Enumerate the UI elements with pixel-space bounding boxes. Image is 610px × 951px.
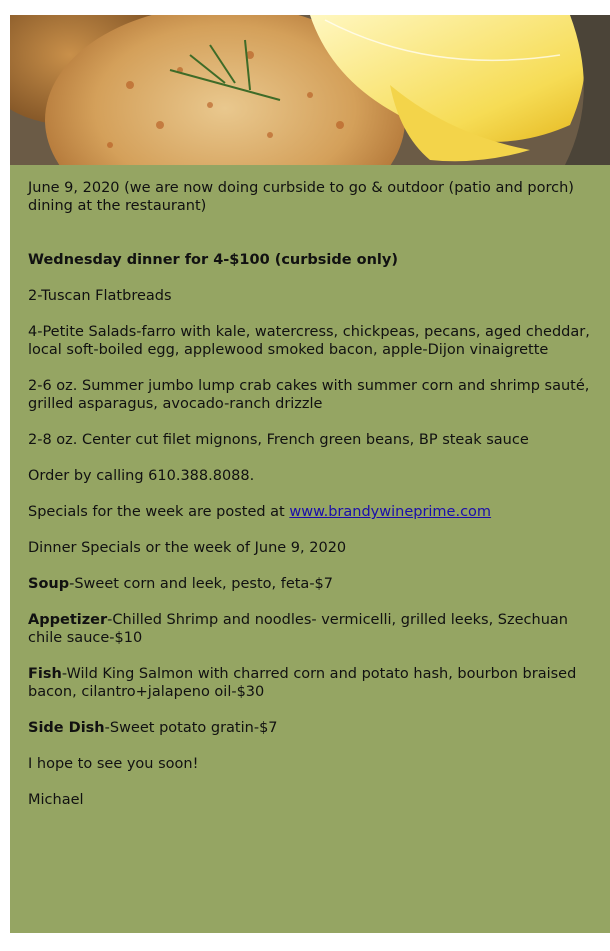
wednesday-item: 4-Petite Salads-farro with kale, watercress, chickpeas, pecans, aged cheddar, local soft-boiled egg, applewood smoked bacon, apple-Dijon vinaigrette: [28, 324, 590, 358]
special-label: Fish: [28, 666, 62, 682]
order-info: Order by calling 610.388.8088.: [28, 468, 255, 484]
special-soup: [28, 575, 592, 593]
special-label: Appetizer: [28, 612, 108, 628]
special-text: -Sweet corn and leek, pesto, feta-$7: [69, 576, 333, 592]
special-appetizer: [28, 611, 592, 647]
dinner-specials-heading: Dinner Specials or the week of June 9, 2020: [28, 540, 347, 556]
email-body: [10, 165, 610, 809]
closing-text: I hope to see you soon!: [28, 756, 199, 772]
special-side-dish: [28, 719, 592, 737]
special-fish: [28, 665, 592, 701]
email-panel: [10, 15, 610, 933]
signature: Michael: [28, 792, 84, 808]
wednesday-item: 2-6 oz. Summer jumbo lump crab cakes with summer corn and shrimp sauté, grilled asparagus, avocado-ranch drizzle: [28, 378, 590, 412]
website-link[interactable]: www.brandywineprime.com: [289, 504, 492, 520]
wednesday-heading: Wednesday dinner for 4-$100 (curbside only): [28, 252, 398, 268]
special-label: Soup: [28, 576, 70, 592]
special-label: Side Dish: [28, 720, 105, 736]
special-text: -Chilled Shrimp and noodles- vermicelli, grilled leeks, Szechuan chile sauce-$10: [28, 612, 568, 646]
special-text: -Sweet potato gratin-$7: [104, 720, 278, 736]
special-text: -Wild King Salmon with charred corn and potato hash, bourbon braised bacon, cilantro+jalapeno oil-$30: [28, 666, 577, 700]
specials-posted-prefix: Specials for the week are posted at: [28, 504, 290, 520]
wednesday-item: 2-8 oz. Center cut filet mignons, French green beans, BP steak sauce: [28, 432, 529, 448]
specials-posted: [28, 503, 592, 521]
wednesday-item: 2-Tuscan Flatbreads: [28, 288, 172, 304]
intro-text: June 9, 2020 (we are now doing curbside to go & outdoor (patio and porch) dining at the restaurant): [28, 180, 574, 214]
crab-cake-photo-icon: [10, 15, 610, 165]
